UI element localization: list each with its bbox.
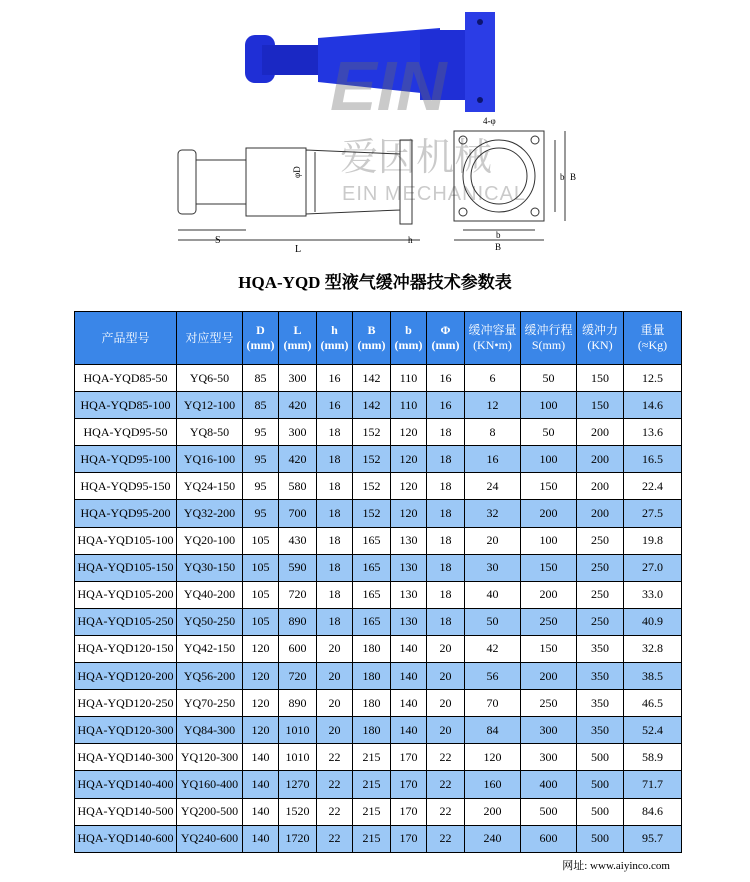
table-cell: 150 bbox=[521, 473, 577, 500]
column-header bbox=[75, 312, 177, 365]
dim-d-label: φD bbox=[292, 166, 302, 178]
table-body bbox=[75, 365, 682, 853]
website-url: 网址: www.aiyinco.com bbox=[562, 860, 670, 872]
table-cell: 600 bbox=[279, 635, 317, 662]
column-header bbox=[243, 312, 279, 365]
table-row bbox=[75, 554, 682, 581]
table-cell: 16 bbox=[465, 446, 521, 473]
table-cell: 84.6 bbox=[624, 798, 682, 825]
table-cell: 22 bbox=[317, 798, 353, 825]
table-cell: 215 bbox=[353, 744, 391, 771]
table-cell: HQA-YQD105-150 bbox=[75, 554, 177, 581]
ein-logo-text: EIN bbox=[330, 47, 447, 125]
buffer-illustration bbox=[0, 0, 750, 262]
table-row bbox=[75, 473, 682, 500]
table-cell: 350 bbox=[577, 690, 624, 717]
column-header-unit: S(mm) bbox=[531, 338, 566, 352]
column-header-unit: (mm) bbox=[357, 338, 386, 352]
table-cell: 18 bbox=[427, 419, 465, 446]
column-header-name: 缓冲力 bbox=[581, 323, 618, 337]
table-cell: 120 bbox=[243, 690, 279, 717]
table-cell: 105 bbox=[243, 527, 279, 554]
table-cell: 890 bbox=[279, 608, 317, 635]
table-cell: 20 bbox=[427, 663, 465, 690]
dim-b-label: b bbox=[496, 230, 501, 240]
table-cell: 165 bbox=[353, 581, 391, 608]
table-cell: 200 bbox=[577, 500, 624, 527]
dim-h-label: h bbox=[408, 235, 413, 245]
table-row bbox=[75, 581, 682, 608]
table-cell: 152 bbox=[353, 500, 391, 527]
column-header-unit: (≈Kg) bbox=[637, 338, 668, 352]
table-cell: HQA-YQD120-150 bbox=[75, 635, 177, 662]
table-cell: 84 bbox=[465, 717, 521, 744]
table-cell: 12.5 bbox=[624, 365, 682, 392]
table-cell: 20 bbox=[317, 717, 353, 744]
table-row bbox=[75, 392, 682, 419]
column-header bbox=[353, 312, 391, 365]
table-cell: 250 bbox=[577, 608, 624, 635]
table-row bbox=[75, 663, 682, 690]
table-cell: 16.5 bbox=[624, 446, 682, 473]
table-cell: 18 bbox=[427, 446, 465, 473]
hole-label: 4-φ bbox=[483, 116, 496, 126]
table-cell: 56 bbox=[465, 663, 521, 690]
table-cell: 170 bbox=[391, 825, 427, 852]
table-cell: HQA-YQD140-400 bbox=[75, 771, 177, 798]
column-header-name: b bbox=[405, 323, 412, 337]
column-header-unit: (KN•m) bbox=[473, 338, 512, 352]
ein-watermark-logo bbox=[330, 47, 526, 205]
table-cell: 500 bbox=[577, 771, 624, 798]
table-cell: 22 bbox=[427, 771, 465, 798]
table-cell: HQA-YQD105-200 bbox=[75, 581, 177, 608]
column-header bbox=[427, 312, 465, 365]
table-cell: 95 bbox=[243, 446, 279, 473]
column-header bbox=[177, 312, 243, 365]
table-cell: 1720 bbox=[279, 825, 317, 852]
table-cell: 200 bbox=[521, 500, 577, 527]
table-cell: HQA-YQD105-100 bbox=[75, 527, 177, 554]
column-header bbox=[391, 312, 427, 365]
table-cell: 150 bbox=[577, 365, 624, 392]
table-cell: 140 bbox=[243, 798, 279, 825]
column-header-unit: (mm) bbox=[394, 338, 423, 352]
column-header-name: 重量 bbox=[640, 323, 665, 337]
table-cell: YQ24-150 bbox=[177, 473, 243, 500]
column-header bbox=[279, 312, 317, 365]
table-cell: 300 bbox=[279, 419, 317, 446]
table-cell: 22.4 bbox=[624, 473, 682, 500]
column-header bbox=[317, 312, 353, 365]
table-cell: HQA-YQD140-500 bbox=[75, 798, 177, 825]
table-cell: 105 bbox=[243, 608, 279, 635]
table-cell: 180 bbox=[353, 717, 391, 744]
dim-big-b-label: B bbox=[495, 242, 502, 252]
table-cell: 240 bbox=[465, 825, 521, 852]
table-cell: 300 bbox=[279, 365, 317, 392]
table-cell: HQA-YQD85-100 bbox=[75, 392, 177, 419]
table-cell: 180 bbox=[353, 690, 391, 717]
table-cell: 16 bbox=[427, 392, 465, 419]
table-cell: HQA-YQD120-300 bbox=[75, 717, 177, 744]
table-cell: 20 bbox=[317, 690, 353, 717]
table-cell: 120 bbox=[391, 419, 427, 446]
table-cell: HQA-YQD140-300 bbox=[75, 744, 177, 771]
table-cell: 71.7 bbox=[624, 771, 682, 798]
table-cell: 500 bbox=[577, 825, 624, 852]
table-cell: YQ120-300 bbox=[177, 744, 243, 771]
table-cell: 20 bbox=[317, 663, 353, 690]
table-cell: 16 bbox=[427, 365, 465, 392]
table-cell: 18 bbox=[427, 581, 465, 608]
table-cell: 120 bbox=[243, 663, 279, 690]
table-cell: 140 bbox=[391, 690, 427, 717]
dim-big-b-vertical-label: B bbox=[570, 172, 577, 182]
column-header bbox=[465, 312, 521, 365]
table-cell: YQ42-150 bbox=[177, 635, 243, 662]
table-cell: YQ200-500 bbox=[177, 798, 243, 825]
table-row bbox=[75, 635, 682, 662]
table-cell: 22 bbox=[427, 798, 465, 825]
table-cell: HQA-YQD95-100 bbox=[75, 446, 177, 473]
table-cell: 33.0 bbox=[624, 581, 682, 608]
table-cell: 165 bbox=[353, 527, 391, 554]
table-cell: 22 bbox=[317, 825, 353, 852]
table-cell: 140 bbox=[243, 744, 279, 771]
table-cell: 100 bbox=[521, 446, 577, 473]
table-cell: YQ20-100 bbox=[177, 527, 243, 554]
column-header-name: Φ bbox=[440, 323, 451, 337]
table-cell: 400 bbox=[521, 771, 577, 798]
table-cell: 300 bbox=[521, 717, 577, 744]
table-cell: HQA-YQD105-250 bbox=[75, 608, 177, 635]
table-cell: YQ30-150 bbox=[177, 554, 243, 581]
column-header-name: 对应型号 bbox=[185, 330, 234, 345]
table-cell: 130 bbox=[391, 581, 427, 608]
table-cell: 250 bbox=[577, 527, 624, 554]
table-cell: 142 bbox=[353, 392, 391, 419]
table-cell: HQA-YQD95-50 bbox=[75, 419, 177, 446]
table-cell: HQA-YQD120-200 bbox=[75, 663, 177, 690]
table-cell: 110 bbox=[391, 365, 427, 392]
column-header-name: B bbox=[367, 323, 376, 337]
table-title: HQA-YQD 型液气缓冲器技术参数表 bbox=[238, 273, 512, 292]
table-cell: 110 bbox=[391, 392, 427, 419]
column-header-unit: (KN) bbox=[587, 338, 613, 352]
table-cell: YQ40-200 bbox=[177, 581, 243, 608]
column-header-name: 缓冲容量 bbox=[468, 323, 517, 337]
table-cell: 890 bbox=[279, 690, 317, 717]
table-cell: 215 bbox=[353, 771, 391, 798]
table-cell: 20 bbox=[427, 690, 465, 717]
table-cell: 120 bbox=[391, 500, 427, 527]
table-cell: 30 bbox=[465, 554, 521, 581]
table-cell: YQ32-200 bbox=[177, 500, 243, 527]
table-cell: 165 bbox=[353, 554, 391, 581]
table-row bbox=[75, 419, 682, 446]
table-cell: 180 bbox=[353, 663, 391, 690]
table-cell: 130 bbox=[391, 608, 427, 635]
table-cell: 14.6 bbox=[624, 392, 682, 419]
table-cell: 22 bbox=[427, 825, 465, 852]
table-cell: 140 bbox=[391, 663, 427, 690]
table-cell: HQA-YQD120-250 bbox=[75, 690, 177, 717]
table-cell: 250 bbox=[521, 608, 577, 635]
table-cell: YQ70-250 bbox=[177, 690, 243, 717]
table-cell: 95 bbox=[243, 419, 279, 446]
table-cell: YQ50-250 bbox=[177, 608, 243, 635]
table-cell: HQA-YQD85-50 bbox=[75, 365, 177, 392]
table-cell: 22 bbox=[427, 744, 465, 771]
table-row bbox=[75, 446, 682, 473]
table-cell: 120 bbox=[391, 473, 427, 500]
table-cell: 18 bbox=[317, 446, 353, 473]
table-cell: 1520 bbox=[279, 798, 317, 825]
table-cell: 140 bbox=[243, 825, 279, 852]
table-cell: 170 bbox=[391, 798, 427, 825]
table-cell: 200 bbox=[577, 473, 624, 500]
table-cell: 95.7 bbox=[624, 825, 682, 852]
table-cell: 120 bbox=[465, 744, 521, 771]
table-cell: 22 bbox=[317, 744, 353, 771]
table-cell: 150 bbox=[577, 392, 624, 419]
table-cell: 142 bbox=[353, 365, 391, 392]
table-cell: 18 bbox=[317, 527, 353, 554]
column-header-name: h bbox=[331, 323, 338, 337]
table-cell: 120 bbox=[243, 635, 279, 662]
table-cell: 20 bbox=[465, 527, 521, 554]
table-cell: 500 bbox=[577, 798, 624, 825]
table-row bbox=[75, 365, 682, 392]
table-cell: 12 bbox=[465, 392, 521, 419]
table-cell: 32.8 bbox=[624, 635, 682, 662]
table-cell: HQA-YQD140-600 bbox=[75, 825, 177, 852]
table-cell: 19.8 bbox=[624, 527, 682, 554]
table-cell: 200 bbox=[577, 446, 624, 473]
table-cell: 1270 bbox=[279, 771, 317, 798]
table-cell: 140 bbox=[243, 771, 279, 798]
table-cell: 20 bbox=[317, 635, 353, 662]
column-header-unit: (mm) bbox=[320, 338, 349, 352]
table-cell: 250 bbox=[577, 581, 624, 608]
dim-l-label: L bbox=[295, 244, 302, 255]
table-cell: 46.5 bbox=[624, 690, 682, 717]
table-cell: 600 bbox=[521, 825, 577, 852]
ein-company-cn: 爱因机械 bbox=[340, 135, 493, 179]
table-cell: 40.9 bbox=[624, 608, 682, 635]
table-cell: 350 bbox=[577, 663, 624, 690]
table-cell: 13.6 bbox=[624, 419, 682, 446]
spec-table-wrapper bbox=[74, 311, 681, 853]
table-cell: YQ6-50 bbox=[177, 365, 243, 392]
table-cell: 1010 bbox=[279, 717, 317, 744]
table-cell: 150 bbox=[521, 635, 577, 662]
table-cell: 700 bbox=[279, 500, 317, 527]
table-cell: 52.4 bbox=[624, 717, 682, 744]
table-cell: 85 bbox=[243, 365, 279, 392]
table-cell: 18 bbox=[427, 527, 465, 554]
table-cell: 250 bbox=[521, 690, 577, 717]
table-row bbox=[75, 771, 682, 798]
column-header-unit: (mm) bbox=[283, 338, 312, 352]
table-cell: 32 bbox=[465, 500, 521, 527]
table-row bbox=[75, 500, 682, 527]
table-row bbox=[75, 717, 682, 744]
table-cell: 350 bbox=[577, 717, 624, 744]
column-header-name: L bbox=[293, 323, 302, 337]
table-cell: 170 bbox=[391, 744, 427, 771]
table-cell: 720 bbox=[279, 581, 317, 608]
table-cell: 16 bbox=[317, 392, 353, 419]
table-cell: 58.9 bbox=[624, 744, 682, 771]
table-cell: 500 bbox=[577, 744, 624, 771]
table-cell: 18 bbox=[317, 500, 353, 527]
table-cell: 50 bbox=[465, 608, 521, 635]
table-cell: 38.5 bbox=[624, 663, 682, 690]
table-cell: 215 bbox=[353, 798, 391, 825]
table-cell: 50 bbox=[521, 419, 577, 446]
table-cell: 42 bbox=[465, 635, 521, 662]
table-cell: 160 bbox=[465, 771, 521, 798]
table-cell: 420 bbox=[279, 392, 317, 419]
table-cell: HQA-YQD95-200 bbox=[75, 500, 177, 527]
table-cell: 105 bbox=[243, 581, 279, 608]
table-cell: 18 bbox=[427, 473, 465, 500]
table-cell: 18 bbox=[317, 554, 353, 581]
table-cell: 250 bbox=[577, 554, 624, 581]
table-cell: YQ12-100 bbox=[177, 392, 243, 419]
table-row bbox=[75, 825, 682, 852]
table-cell: 18 bbox=[427, 500, 465, 527]
table-cell: YQ8-50 bbox=[177, 419, 243, 446]
table-cell: 18 bbox=[427, 608, 465, 635]
spec-table bbox=[74, 311, 682, 853]
table-cell: 50 bbox=[521, 365, 577, 392]
table-cell: 180 bbox=[353, 635, 391, 662]
table-row bbox=[75, 608, 682, 635]
table-cell: 85 bbox=[243, 392, 279, 419]
table-cell: 16 bbox=[317, 365, 353, 392]
table-cell: YQ56-200 bbox=[177, 663, 243, 690]
table-cell: 120 bbox=[243, 717, 279, 744]
table-cell: 300 bbox=[521, 744, 577, 771]
table-cell: 350 bbox=[577, 635, 624, 662]
table-cell: 24 bbox=[465, 473, 521, 500]
table-cell: 152 bbox=[353, 446, 391, 473]
ein-company-en: EIN MECHANICAL bbox=[342, 183, 527, 205]
table-cell: 18 bbox=[427, 554, 465, 581]
table-cell: YQ160-400 bbox=[177, 771, 243, 798]
table-cell: 20 bbox=[427, 635, 465, 662]
column-header-name: 产品型号 bbox=[101, 330, 150, 345]
table-cell: 20 bbox=[427, 717, 465, 744]
table-cell: 18 bbox=[317, 419, 353, 446]
table-cell: 6 bbox=[465, 365, 521, 392]
table-cell: 1010 bbox=[279, 744, 317, 771]
column-header-unit: (mm) bbox=[431, 338, 460, 352]
table-cell: 430 bbox=[279, 527, 317, 554]
table-cell: YQ16-100 bbox=[177, 446, 243, 473]
table-cell: 95 bbox=[243, 473, 279, 500]
table-cell: 105 bbox=[243, 554, 279, 581]
column-header bbox=[521, 312, 577, 365]
table-cell: 130 bbox=[391, 554, 427, 581]
table-cell: 100 bbox=[521, 527, 577, 554]
table-cell: 8 bbox=[465, 419, 521, 446]
column-header-name: 缓冲行程 bbox=[524, 323, 573, 337]
table-row bbox=[75, 744, 682, 771]
table-row bbox=[75, 798, 682, 825]
table-cell: 500 bbox=[521, 798, 577, 825]
table-cell: 130 bbox=[391, 527, 427, 554]
table-cell: YQ240-600 bbox=[177, 825, 243, 852]
column-header bbox=[624, 312, 682, 365]
table-cell: 22 bbox=[317, 771, 353, 798]
table-cell: YQ84-300 bbox=[177, 717, 243, 744]
dim-b-vertical-label: b bbox=[560, 172, 565, 182]
table-cell: 200 bbox=[465, 798, 521, 825]
table-cell: 18 bbox=[317, 473, 353, 500]
table-cell: 580 bbox=[279, 473, 317, 500]
table-cell: 100 bbox=[521, 392, 577, 419]
table-cell: 720 bbox=[279, 663, 317, 690]
table-cell: 590 bbox=[279, 554, 317, 581]
table-cell: 420 bbox=[279, 446, 317, 473]
table-cell: 40 bbox=[465, 581, 521, 608]
table-cell: 200 bbox=[521, 663, 577, 690]
table-cell: 27.0 bbox=[624, 554, 682, 581]
table-cell: 200 bbox=[521, 581, 577, 608]
table-row bbox=[75, 690, 682, 717]
table-cell: 200 bbox=[577, 419, 624, 446]
dim-s-label: S bbox=[215, 235, 221, 246]
table-cell: 95 bbox=[243, 500, 279, 527]
table-cell: 140 bbox=[391, 717, 427, 744]
table-cell: 27.5 bbox=[624, 500, 682, 527]
column-header-name: D bbox=[256, 323, 265, 337]
table-cell: 18 bbox=[317, 581, 353, 608]
table-cell: 120 bbox=[391, 446, 427, 473]
table-cell: 215 bbox=[353, 825, 391, 852]
table-cell: 150 bbox=[521, 554, 577, 581]
table-cell: 140 bbox=[391, 635, 427, 662]
table-cell: 70 bbox=[465, 690, 521, 717]
table-cell: HQA-YQD95-150 bbox=[75, 473, 177, 500]
table-row bbox=[75, 527, 682, 554]
table-cell: 165 bbox=[353, 608, 391, 635]
table-cell: 170 bbox=[391, 771, 427, 798]
column-header bbox=[577, 312, 624, 365]
table-cell: 152 bbox=[353, 419, 391, 446]
column-header-unit: (mm) bbox=[246, 338, 275, 352]
table-cell: 18 bbox=[317, 608, 353, 635]
table-cell: 152 bbox=[353, 473, 391, 500]
table-header-row bbox=[75, 312, 682, 365]
